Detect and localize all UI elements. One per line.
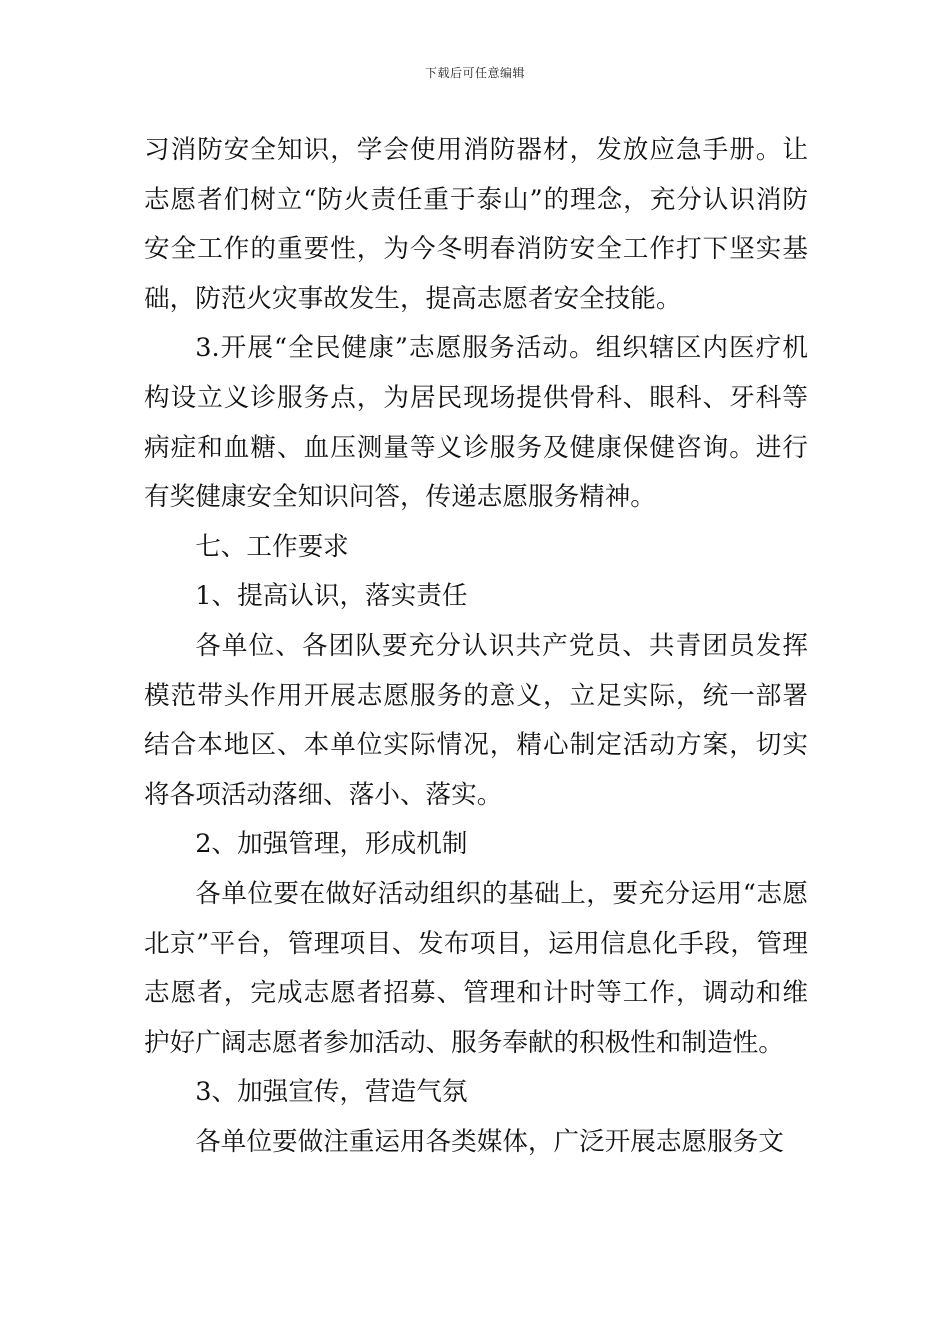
section-heading-work-requirements: 七、工作要求: [195, 531, 349, 562]
paragraph-strengthen-management: 各单位要在做好活动组织的基础上，要充分运用“志愿北京”平台，管理项目、发布项目，运用信息化手段，管理志愿者，完成志愿者招募、管理和计时等工作，调动和维护好广阔志愿者参加活动、服务奉献的积极性和制造性。: [144, 878, 808, 1058]
document-body: [144, 126, 808, 1167]
paragraph-raise-awareness: 各单位、各团队要充分认识共产党员、共青团员发挥模范带头作用开展志愿服务的意义，立足实际，统一部署结合本地区、本单位实际情况，精心制定活动方案，切实将各项活动落细、落小、落实。: [144, 630, 808, 810]
page-header: 下载后可任意编辑: [424, 66, 525, 80]
subheading-strengthen-management: 2、加强管理，形成机制: [195, 829, 468, 860]
subheading-raise-awareness: 1、提高认识，落实责任: [195, 581, 468, 612]
paragraph-health-activity: 3.开展“全民健康”志愿服务活动。组织辖区内医疗机构设立义诊服务点，为居民现场提供骨科、眼科、牙科等病症和血糖、血压测量等义诊服务及健康保健咨询。进行有奖健康安全知识问答，传递志愿服务精神。: [144, 333, 808, 513]
paragraph-fire-safety: 习消防安全知识，学会使用消防器材，发放应急手册。让志愿者们树立“防火责任重于泰山”的理念，充分认识消防安全工作的重要性，为今冬明春消防安全工作打下坚实基础，防范火灾事故发生，提高志愿者安全技能。: [144, 135, 808, 314]
subheading-strengthen-publicity: 3、加强宣传，营造气氛: [195, 1077, 468, 1108]
paragraph-strengthen-publicity: 各单位要做注重运用各类媒体，广泛开展志愿服务文: [195, 1126, 784, 1157]
